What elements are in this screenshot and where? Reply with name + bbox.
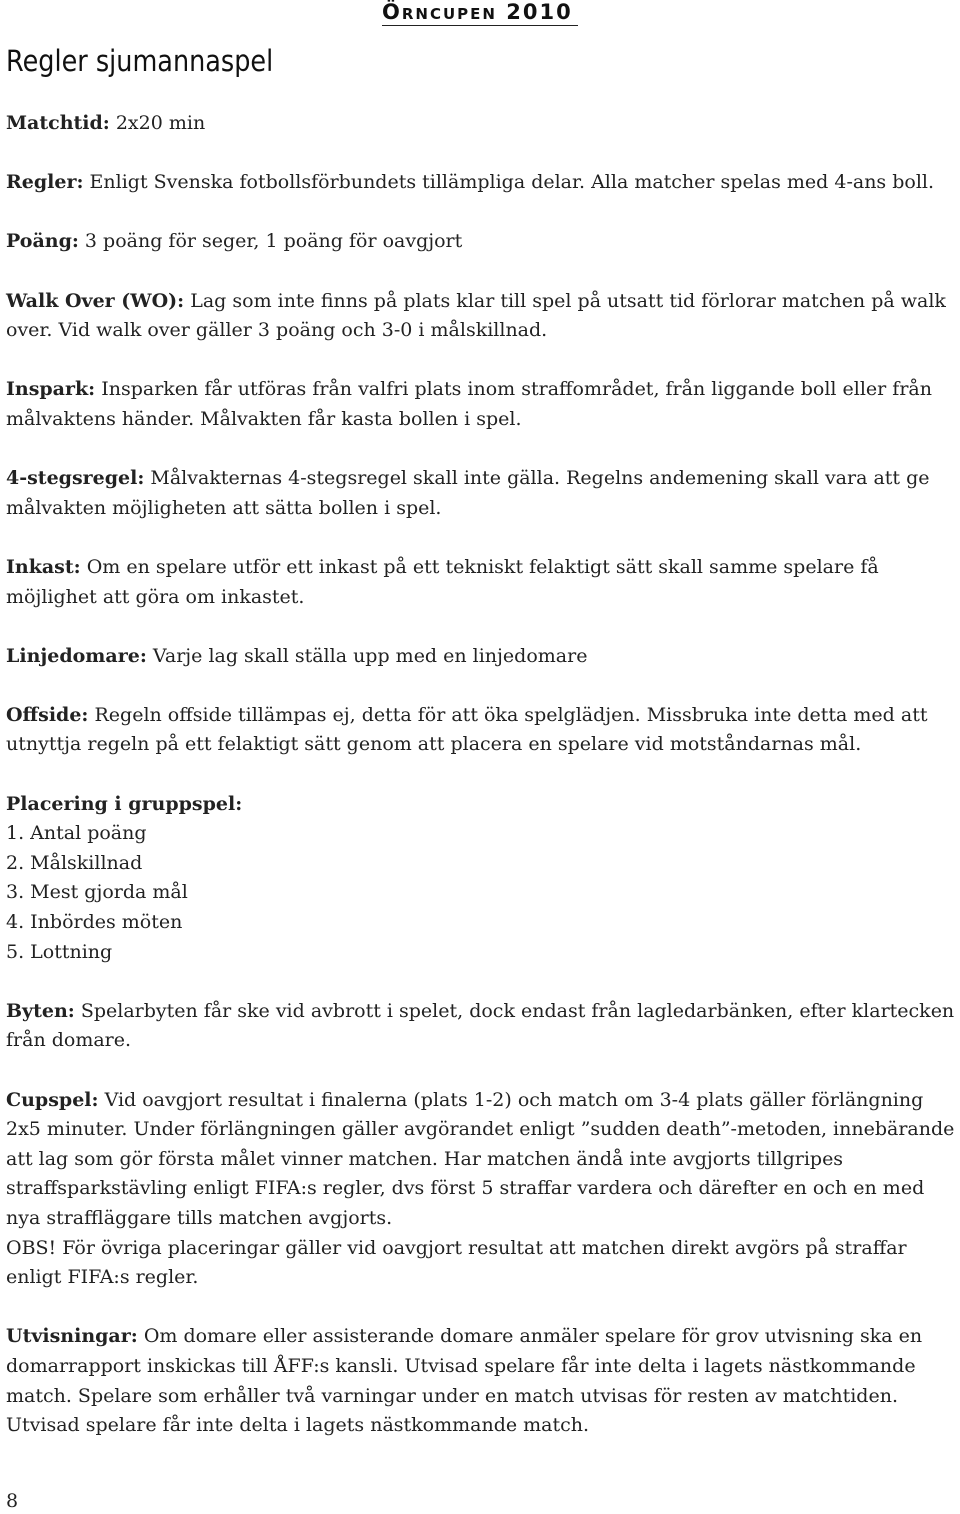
rule-walkover: [6, 287, 956, 346]
rule-label: Regler:: [6, 171, 84, 194]
rule-text: Om domare eller assisterande domare anmäler spelare för grov utvisning ska en domarrapport inskickas till ÅFF:s kansli. Utvisad spelare får inte delta i lagets nästkommande match. Spelare som erhåller två varningar under en match utvisas för resten av matchtiden.: [6, 1325, 923, 1407]
rule-text: Regeln offside tillämpas ej, detta för att öka spelglädjen. Missbruka inte detta med att utnyttja regeln på ett felaktigt sätt genom att placera en spelare vid motståndarnas mål.: [6, 703, 928, 756]
rule-label: 4-stegsregel:: [6, 467, 145, 490]
list-item: 1. Antal poäng: [6, 822, 147, 845]
document-header: Örncupen 2010: [382, 0, 573, 24]
list-item: 3. Mest gjorda mål: [6, 881, 188, 904]
rule-text: Insparken får utföras från valfri plats inom straffområdet, från liggande boll eller från målvaktens händer. Målvakten får kasta bollen i spel.: [6, 378, 932, 430]
rule-text: Målvakternas 4-stegsregel skall inte gälla. Regelns andemening skall vara att ge målvakten möjligheten att sätta bollen i spel.: [6, 467, 930, 519]
list-item: 2. Målskillnad: [6, 851, 143, 874]
rule-text: Lag som inte finns på plats klar till spel på utsatt tid förlorar matchen på walk over. Vid walk over gäller 3 poäng och 3-0 i målskillnad.: [6, 289, 946, 342]
page-number: 8: [6, 1490, 19, 1512]
rule-matchtid: [6, 109, 956, 139]
rule-text-extra: Utvisad spelare får inte delta i lagets nästkommande match.: [6, 1414, 590, 1437]
header-rule: [382, 25, 578, 26]
rule-label: Utvisningar:: [6, 1325, 138, 1348]
rule-text: Varje lag skall ställa upp med en linjedomare: [146, 644, 588, 667]
rule-label: Linjedomare:: [6, 644, 147, 667]
rule-placering: [6, 790, 956, 968]
page-title: Regler sjumannaspel: [6, 44, 274, 78]
rule-utvisningar: [6, 1322, 956, 1440]
list-item: 5. Lottning: [6, 940, 113, 963]
rule-label: Offside:: [6, 703, 89, 726]
rule-label: Matchtid:: [6, 112, 110, 134]
rule-label: Placering i gruppspel:: [6, 792, 243, 815]
rule-offside: [6, 701, 956, 760]
rule-text: Spelarbyten får ske vid avbrott i spelet, dock endast från lagledarbänken, efter klartecken från domare.: [6, 999, 955, 1052]
rules-body: [6, 109, 956, 1470]
rule-label: Inkast:: [6, 555, 81, 578]
rule-text: Enligt Svenska fotbollsförbundets tillämpliga delar. Alla matcher spelas med 4-ans boll.: [83, 171, 935, 194]
rule-label: Byten:: [6, 999, 75, 1022]
rule-poang: [6, 227, 956, 257]
rule-byten: [6, 997, 956, 1056]
rule-regler: [6, 168, 956, 198]
obs-note: OBS! För övriga placeringar gäller vid oavgjort resultat att matchen direkt avgörs på straffar enligt FIFA:s regler.: [6, 1236, 907, 1289]
rule-label: Cupspel:: [6, 1088, 99, 1111]
rule-label: Walk Over (WO):: [6, 289, 185, 312]
list-item: 4. Inbördes möten: [6, 911, 183, 934]
rule-label: Inspark:: [6, 378, 96, 401]
rule-label: Poäng:: [6, 230, 79, 253]
rule-text: 2x20 min: [109, 112, 206, 134]
rule-text: Vid oavgjort resultat i finalerna (plats 1-2) och match om 3-4 plats gäller förlängning 2x5 minuter. Under förlängningen gäller avgörandet enligt ”sudden death”-metoden, innebärande att lag som gör första målet vinner matchen. Har matchen ändå inte avgjorts tillgripes straffsparkstävling enligt FIFA:s regler, dvs först 5 straffar vardera och därefter en och en med nya straffläggare tills matchen avgjorts.: [6, 1088, 955, 1229]
rule-cupspel: [6, 1086, 956, 1293]
rule-linjedomare: [6, 642, 956, 672]
rule-stegsregel: [6, 464, 956, 523]
rule-text: 3 poäng för seger, 1 poäng för oavgjort: [78, 230, 463, 253]
rule-text: Om en spelare utför ett inkast på ett tekniskt felaktigt sätt skall samme spelare få möjlighet att göra om inkastet.: [6, 555, 879, 608]
rule-inkast: [6, 553, 956, 612]
rule-inspark: [6, 375, 956, 434]
